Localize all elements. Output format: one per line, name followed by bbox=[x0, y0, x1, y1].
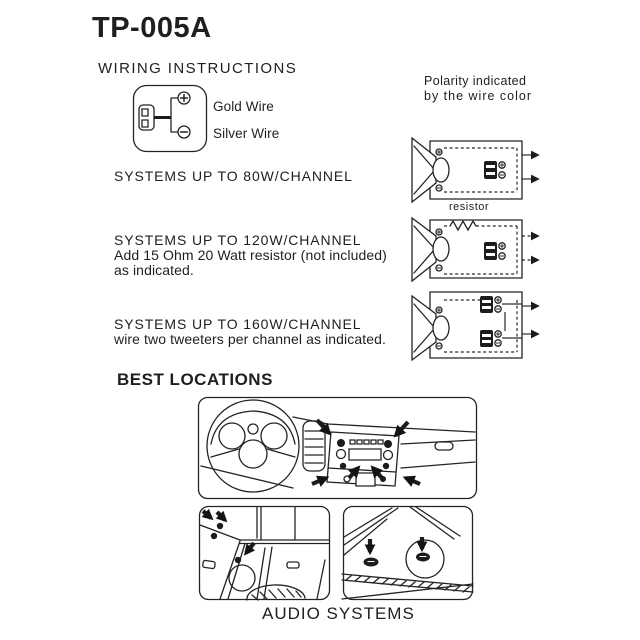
systems-120w-note2: as indicated. bbox=[114, 262, 194, 278]
minus-terminal-icon bbox=[436, 343, 442, 349]
wiring-diagram-80w bbox=[408, 135, 546, 205]
audio-systems-caption: AUDIO SYSTEMS bbox=[262, 604, 415, 623]
vent-icon bbox=[303, 421, 325, 471]
resistor-label: resistor bbox=[449, 201, 490, 213]
dashboard-illustration bbox=[197, 396, 478, 500]
gold-wire-label: Gold Wire bbox=[213, 99, 274, 114]
wiring-instructions-heading: WIRING INSTRUCTIONS bbox=[98, 60, 298, 77]
glovebox-handle bbox=[435, 442, 453, 450]
door-panel-illustration bbox=[198, 505, 331, 601]
systems-160w-note: wire two tweeters per channel as indicated. bbox=[114, 331, 386, 347]
plus-terminal-icon bbox=[436, 229, 442, 235]
plus-terminal-icon bbox=[436, 149, 442, 155]
minus-terminal-icon bbox=[436, 265, 442, 271]
silver-wire-label: Silver Wire bbox=[213, 126, 280, 141]
wiring-diagram-120w bbox=[408, 212, 546, 286]
plus-terminal-icon bbox=[178, 92, 190, 104]
systems-120w-heading: SYSTEMS UP TO 120W/CHANNEL bbox=[114, 232, 362, 248]
systems-80w-heading: SYSTEMS UP TO 80W/CHANNEL bbox=[114, 168, 353, 184]
wiring-diagram-160w bbox=[408, 288, 546, 366]
tweeter-connector-icon bbox=[139, 105, 154, 130]
polarity-note-line1: Polarity indicated bbox=[424, 74, 527, 88]
minus-terminal-icon bbox=[178, 126, 190, 138]
page-title: TP-005A bbox=[92, 12, 212, 44]
rear-deck-illustration bbox=[342, 505, 474, 601]
terminal-polarity-diagram bbox=[131, 83, 209, 155]
plus-terminal-icon bbox=[436, 307, 442, 313]
systems-120w-note1: Add 15 Ohm 20 Watt resistor (not included) bbox=[114, 247, 387, 263]
best-locations-heading: BEST LOCATIONS bbox=[117, 370, 273, 389]
minus-terminal-icon bbox=[436, 185, 442, 191]
systems-160w-heading: SYSTEMS UP TO 160W/CHANNEL bbox=[114, 316, 362, 332]
polarity-note-line2: by the wire color bbox=[424, 89, 533, 103]
